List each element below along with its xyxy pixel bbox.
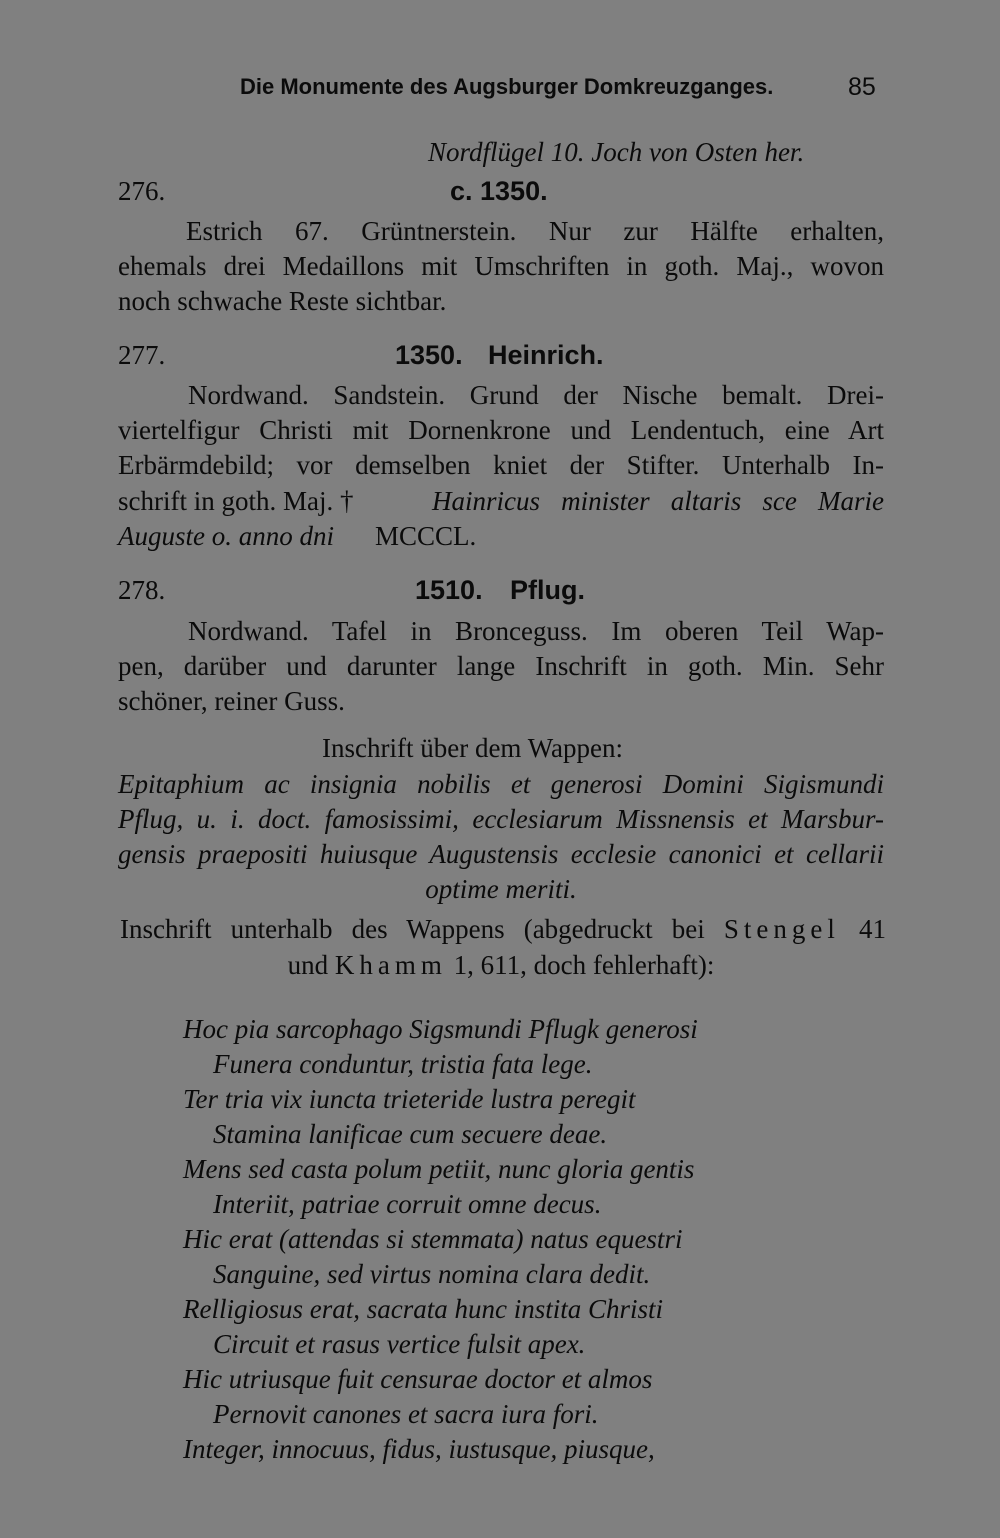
inscription-text: optime meriti. xyxy=(425,874,577,904)
entry-name: Pflug. xyxy=(510,575,585,605)
poem-line: Integer, innocuus, fidus, iustusque, piusque, xyxy=(183,1434,655,1464)
poem-line: Interiit, patriae corruit omne decus. xyxy=(213,1189,602,1219)
heading-part: und xyxy=(287,950,329,980)
inscription-heading xyxy=(118,948,884,982)
inscription-text: Epitaphium ac insignia nobilis et generosi Domini Sigismundi xyxy=(118,769,884,799)
poem-line: Relligiosus erat, sacrata hunc instita Christi xyxy=(183,1294,664,1324)
page-number: 85 xyxy=(848,73,876,101)
poem-line: Funera conduntur, tristia fata lege. xyxy=(213,1049,593,1079)
poem-line: Ter tria vix iuncta trieteride lustra peregit xyxy=(183,1084,636,1114)
inscription-heading: Inschrift über dem Wappen: xyxy=(322,733,623,763)
entry-text-line: viertelfigur Christi mit Dornenkrone und Lendentuch, eine Art xyxy=(118,415,884,445)
running-title: Die Monumente des Augsburger Domkreuzganges. xyxy=(240,74,774,99)
heading-part: Inschrift unterhalb des Wappens (abgedruckt bei xyxy=(120,914,705,944)
poem-line: Hic utriusque fuit censurae doctor et almos xyxy=(183,1364,653,1394)
entry-date: 1350. xyxy=(395,340,463,370)
entry-name: Heinrich. xyxy=(488,340,604,370)
entry-text-line: ehemals drei Medaillons mit Umschriften in goth. Maj., wovon xyxy=(118,251,884,281)
heading-part: 41 xyxy=(859,914,887,944)
inscription-text: Hainricus minister altaris sce Marie xyxy=(432,486,884,516)
entry-text-line: noch schwache Reste sichtbar. xyxy=(118,286,447,316)
section-heading: Nordflügel 10. Joch von Osten her. xyxy=(428,137,805,167)
entry-number: 277. xyxy=(118,340,166,370)
poem-line: Mens sed casta polum petiit, nunc gloria gentis xyxy=(183,1154,695,1184)
entry-text-line: schöner, reiner Guss. xyxy=(118,686,345,716)
poem-line: Pernovit canones et sacra iura fori. xyxy=(213,1399,599,1429)
entry-text-line: pen, darüber und darunter lange Inschrift in goth. Min. Sehr xyxy=(118,651,884,681)
poem-line: Hoc pia sarcophago Sigsmundi Pflugk generosi xyxy=(183,1014,698,1044)
entry-date: 1510. xyxy=(415,575,483,605)
entry-text-line: schrift in goth. Maj. † xyxy=(118,486,354,516)
poem-line: Hic erat (attendas si stemmata) natus equestri xyxy=(183,1224,683,1254)
author-name: Khamm xyxy=(334,950,447,980)
entry-number: 278. xyxy=(118,575,166,605)
inscription-text: Pflug, u. i. doct. famosissimi, ecclesiarum Missnensis et Marsbur- xyxy=(118,804,884,834)
entry-date: c. 1350. xyxy=(450,176,548,206)
poem-line: Stamina lanificae cum secuere deae. xyxy=(213,1119,608,1149)
inscription-date: MCCCL. xyxy=(375,521,477,551)
entry-number: 276. xyxy=(118,176,166,206)
entry-text-line: Nordwand. Tafel in Bronceguss. Im oberen Teil Wap- xyxy=(188,616,884,646)
poem-line: Circuit et rasus vertice fulsit apex. xyxy=(213,1329,586,1359)
entry-text-line: Nordwand. Sandstein. Grund der Nische bemalt. Drei- xyxy=(188,380,884,410)
inscription-text: gensis praepositi huiusque Augustensis ecclesie canonici et cellarii xyxy=(118,839,884,869)
inscription-heading xyxy=(120,912,886,946)
author-name: Stengel xyxy=(723,914,840,944)
heading-part: 1, 611, doch fehlerhaft): xyxy=(453,950,715,980)
poem-line: Sanguine, sed virtus nomina clara dedit. xyxy=(213,1259,651,1289)
inscription-text: Auguste o. anno dni xyxy=(118,521,334,551)
entry-text-line: Estrich 67. Grüntnerstein. Nur zur Hälfte erhalten, xyxy=(186,216,884,246)
entry-text-line: Erbärmdebild; vor demselben kniet der Stifter. Unterhalb In- xyxy=(118,450,884,480)
